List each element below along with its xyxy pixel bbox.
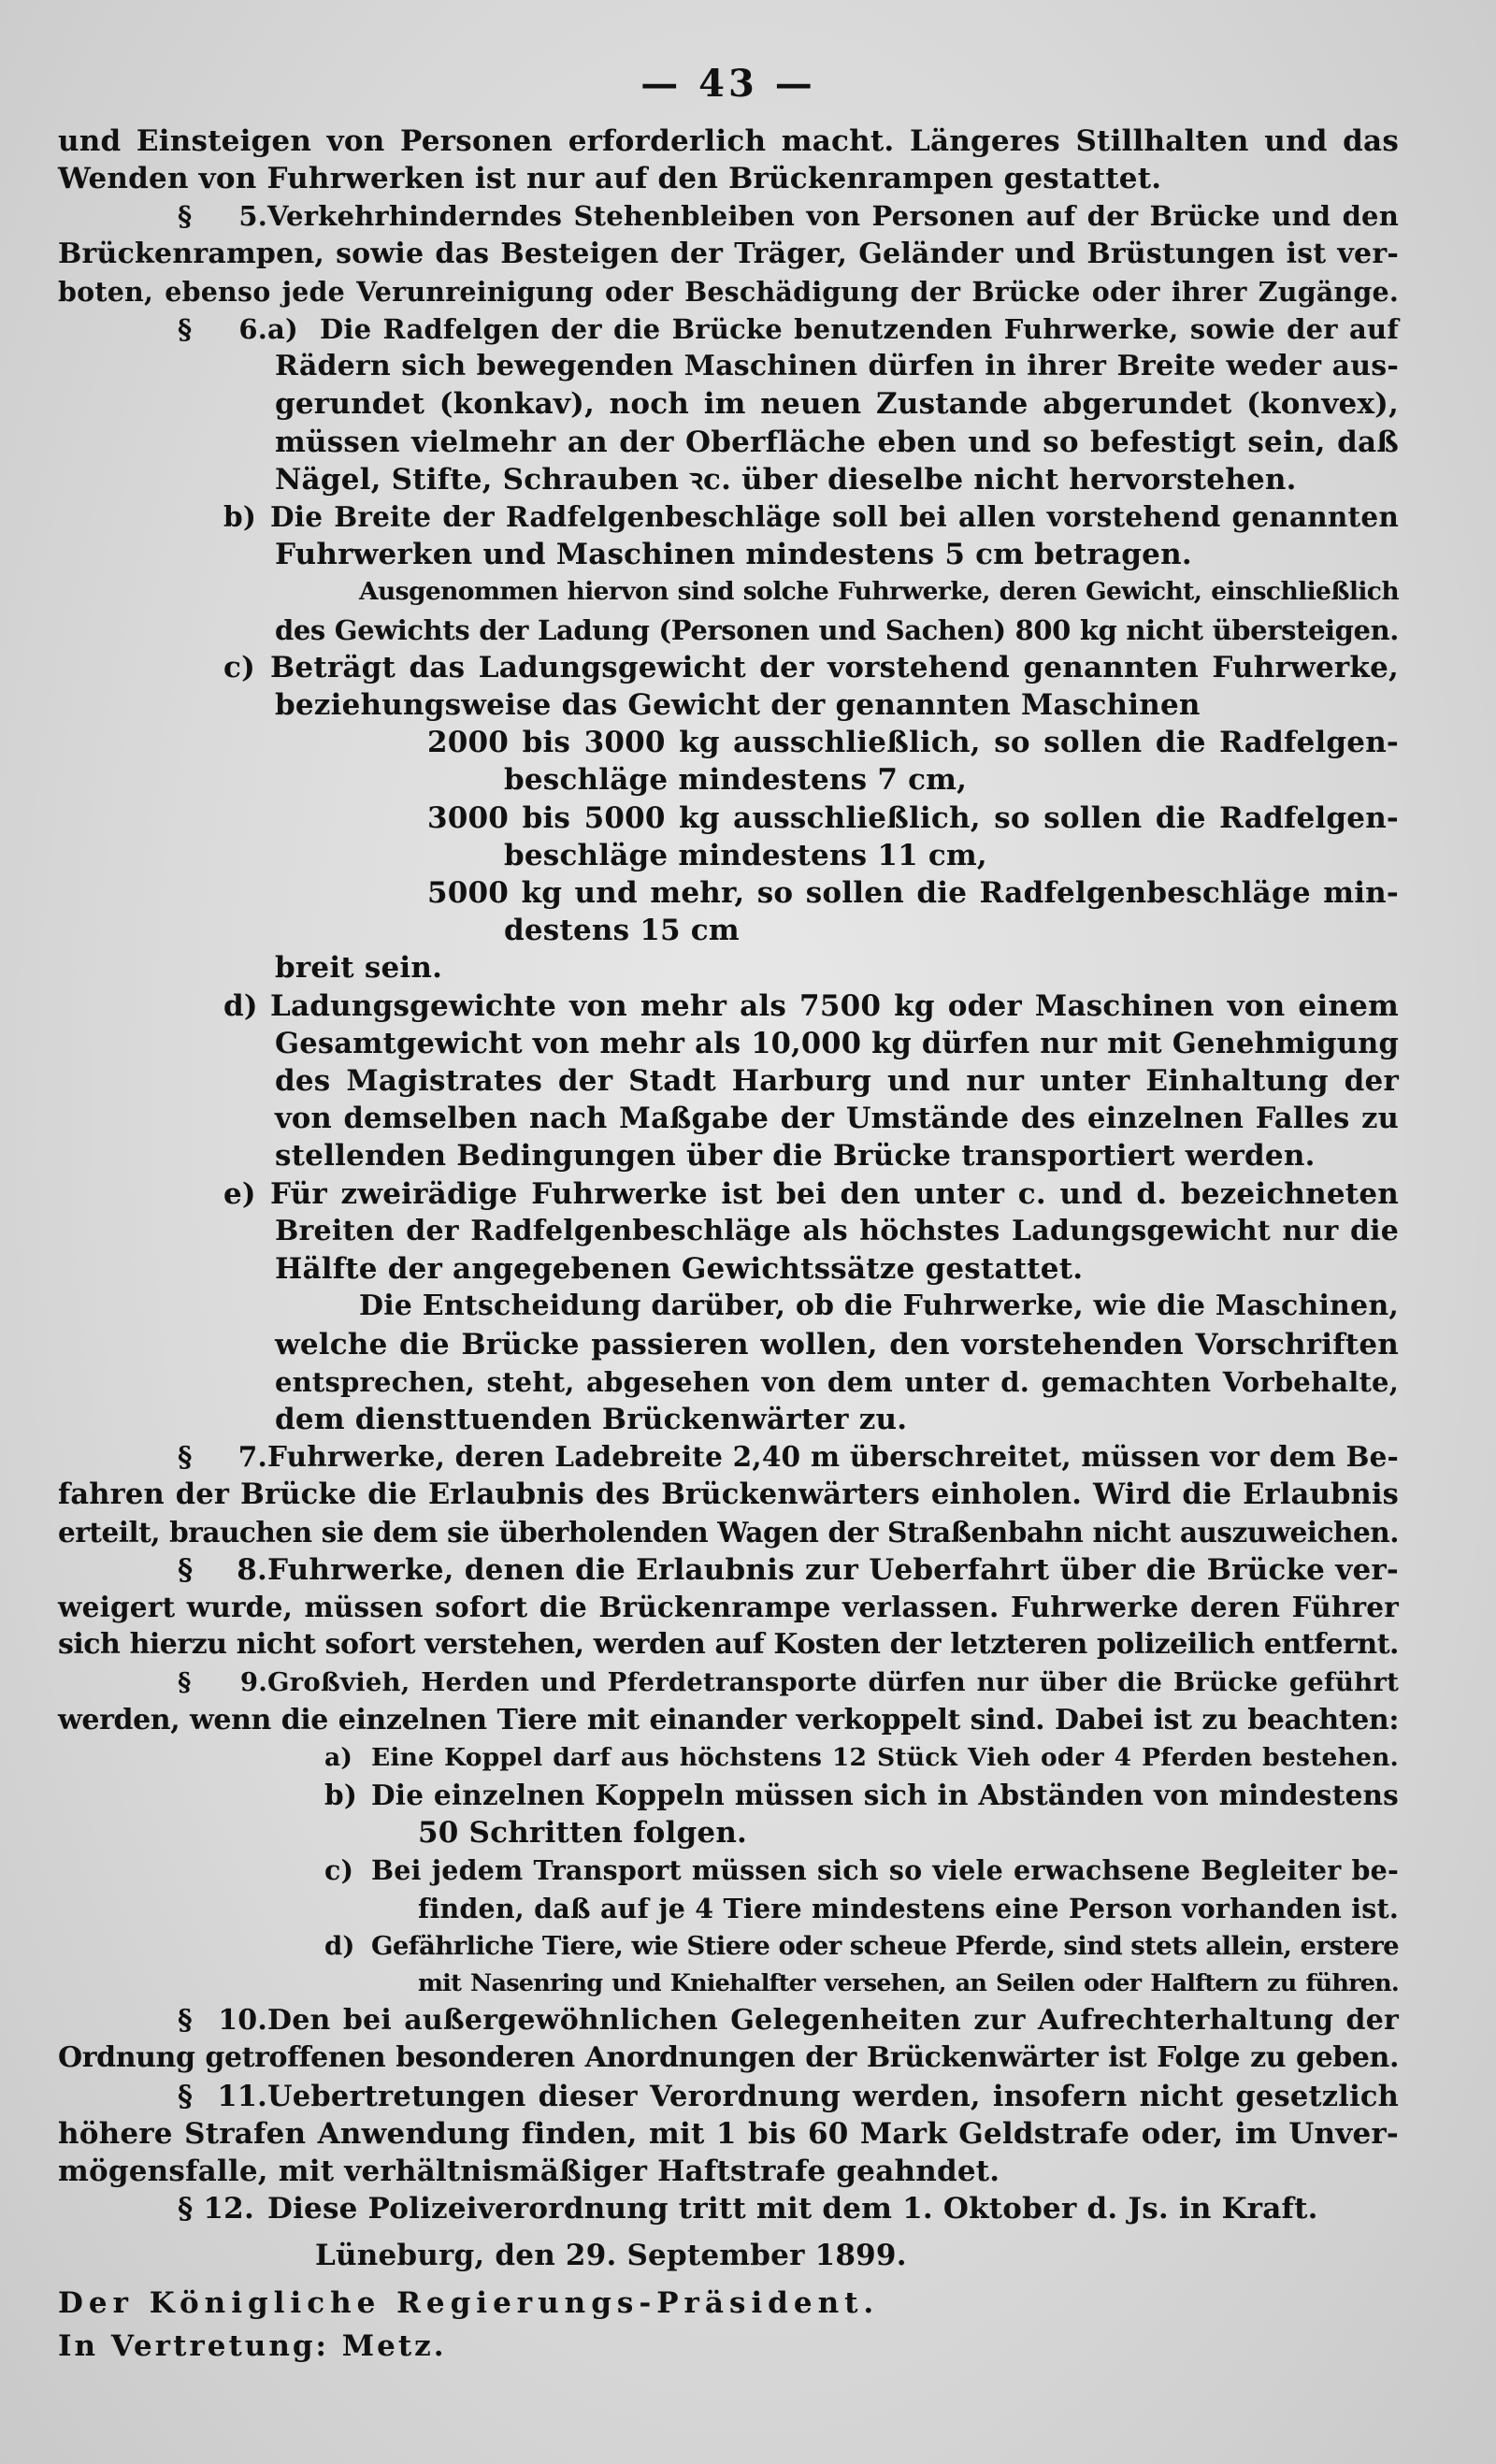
text-line: finden, daß auf je 4 Tiere mindestens eine Person vorhanden ist. [418,1892,1399,1924]
section-label: § 8. [178,1552,267,1587]
text-span: Bei jedem Transport müssen sich so viele erwachsene Begleiter be- [371,1854,1399,1887]
section-12-line [58,2190,1399,2227]
section-9d-line [58,1927,1399,1965]
page-number: — 43 — [640,62,816,106]
text-line: destens 15 cm [504,914,740,948]
text-line: höhere Strafen Anwendung finden, mit 1 bis 60 Mark Geldstrafe oder, im Unver- [58,2116,1399,2151]
text-line: welche die Brücke passieren wollen, den vorstehenden Vorschriften [275,1327,1399,1362]
text-line: Ausgenommen hiervon sind solche Fuhrwerke, deren Gewicht, einschließlich [359,577,1399,607]
signature-name: In Vertretung: Metz. [58,2328,447,2363]
text-span: Fuhrwerke, deren Ladebreite 2,40 m überschreitet, müssen vor dem Be- [267,1440,1399,1474]
text-line: Breiten der Radfelgenbeschläge als höchstes Ladungsgewicht nur die [275,1214,1399,1247]
signature-title: Der Königliche Regierungs-Präsident. [58,2285,880,2320]
text-line: des Gewichts der Ladung (Personen und Sachen) 800 kg nicht übersteigen. [275,613,1399,646]
section-6d-line [58,987,1399,1025]
item-mark: b) [223,500,256,534]
text-span: Eine Koppel darf aus höchstens 12 Stück Vieh oder 4 Pferden bestehen. [371,1742,1399,1772]
section-5-line [58,197,1399,235]
item-mark: e) [223,1176,256,1211]
text-line: 50 Schritten folgen. [418,1816,748,1851]
text-span: Gefährliche Tiere, wie Stiere oder scheue Pferde, sind stets allein, erstere [371,1930,1399,1961]
text-line: Nägel, Stifte, Schrauben ꝛc. über dieselbe nicht hervorstehen. [275,462,1297,497]
text-line: beziehungsweise das Gewicht der genannten Maschinen [275,688,1201,723]
item-mark: c) [223,650,255,684]
text-line: Wenden von Fuhrwerken ist nur auf den Brückenrampen gestattet. [58,162,1162,196]
text-span: Verkehrhinderndes Stehenbleiben von Personen auf der Brücke und den [267,200,1399,233]
place-date: Lüneburg, den 29. September 1899. [315,2239,907,2273]
text-line: von demselben nach Maßgabe der Umstände des einzelnen Falles zu [275,1102,1399,1136]
text-line: sich hierzu nicht sofort verstehen, werden auf Kosten der letzteren polizeilich entfernt. [58,1628,1399,1662]
text-line: Brückenrampen, sowie das Besteigen der Träger, Geländer und Brüstungen ist ver- [58,237,1399,270]
section-7-line [58,1438,1399,1476]
text-span: Die einzelnen Koppeln müssen sich in Abständen von mindestens [371,1778,1399,1811]
text-line: breit sein. [275,951,443,986]
section-label: § 9. [178,1667,267,1698]
text-span: Großvieh, Herden und Pferdetransporte dürfen nur über die Brücke geführt [267,1667,1399,1698]
item-mark: d) [223,988,258,1023]
text-line: 3000 bis 5000 kg ausschließlich, so sollen die Radfelgen- [427,800,1399,835]
text-line: gerundet (konkav), noch im neuen Zustande abgerundet (konvex), [275,387,1399,422]
text-line: Ordnung getroffenen besonderen Anordnungen der Brückenwärter ist Folge zu geben. [58,2041,1399,2075]
section-6a-line [58,310,1399,348]
item-mark: a) [267,313,298,346]
text-span: Uebertretungen dieser Verordnung werden, insofern nicht gesetzlich [267,2079,1399,2113]
section-9b-line [58,1777,1399,1814]
text-span: Den bei außergewöhnlichen Gelegenheiten zur Aufrechterhaltung der [267,2004,1399,2038]
text-line: entsprechen, steht, abgesehen von dem unter d. gemachten Vorbehalte, [275,1365,1399,1398]
text-line: erteilt, brauchen sie dem sie überholenden Wagen der Straßenbahn nicht auszuweichen. [58,1515,1399,1549]
section-label: § 11. [178,2079,267,2113]
text-line: fahren der Brücke die Erlaubnis des Brückenwärters einholen. Wird die Erlaubnis [58,1477,1399,1512]
section-6b-line [58,498,1399,536]
item-mark: d) [324,1930,355,1961]
text-line: Gesamtgewicht von mehr als 10,000 kg dürfen nur mit Genehmigung [275,1026,1399,1060]
text-span: Ladungsgewichte von mehr als 7500 kg oder Maschinen von einem [270,988,1399,1023]
section-label: § 7. [178,1440,267,1474]
text-line: stellenden Bedingungen über die Brücke transportiert werden. [275,1139,1316,1174]
text-line: beschläge mindestens 7 cm, [504,763,968,798]
text-span: Die Breite der Radfelgenbeschläge soll bei allen vorstehend genannten [270,500,1399,534]
text-line: dem diensttuenden Brückenwärter zu. [275,1402,908,1436]
section-6e-line [58,1175,1399,1213]
text-line: mit Nasenring und Kniehalfter versehen, an Seilen oder Halftern zu führen. [418,1968,1399,1997]
text-line: werden, wenn die einzelnen Tiere mit einander verkoppelt sind. Dabei ist zu beachten: [58,1703,1399,1736]
section-9a-line [58,1739,1399,1777]
section-label: § 12. [178,2192,254,2226]
text-span: Fuhrwerke, denen die Erlaubnis zur Ueberfahrt über die Brücke ver- [267,1552,1399,1587]
section-9c-line [58,1852,1399,1889]
text-line: 2000 bis 3000 kg ausschließlich, so sollen die Radfelgen- [427,726,1399,760]
section-label: § 5. [178,200,267,233]
section-10-line [58,2002,1399,2039]
text-line: mögensfalle, mit verhältnismäßiger Haftstrafe geahndet. [58,2154,1000,2188]
text-line: boten, ebenso jede Verunreinigung oder Beschädigung der Brücke oder ihrer Zugänge. [58,275,1399,308]
text-span: Beträgt das Ladungsgewicht der vorstehend genannten Fuhrwerke, [270,650,1399,684]
text-line: müssen vielmehr an der Oberfläche eben und so befestigt sein, daß [275,425,1399,459]
item-mark: c) [324,1854,354,1887]
section-8-line [58,1551,1399,1589]
text-line: beschläge mindestens 11 cm, [504,838,987,872]
text-line: und Einsteigen von Personen erforderlich macht. Längeres Stillhalten und das [58,124,1399,158]
item-mark: a) [324,1742,353,1772]
document-body [58,122,1399,2365]
text-line: weigert wurde, müssen sofort die Brückenrampe verlassen. Fuhrwerke deren Führer [58,1590,1399,1623]
text-line: Rädern sich bewegenden Maschinen dürfen in ihrer Breite weder aus- [275,350,1399,383]
section-label: § 6. [178,313,267,346]
text-line: Fuhrwerken und Maschinen mindestens 5 cm betragen. [275,538,1192,572]
text-line: 5000 kg und mehr, so sollen die Radfelgenbeschläge min- [427,876,1399,911]
section-9-line [58,1664,1399,1701]
text-line: Die Entscheidung darüber, ob die Fuhrwerke, wie die Maschinen, [359,1290,1399,1323]
section-6c-line [58,649,1399,686]
item-mark: b) [324,1778,357,1811]
text-line: Hälfte der angegebenen Gewichtssätze gestattet. [275,1252,1084,1287]
section-label: § 10. [178,2004,267,2038]
text-span: Für zweirädige Fuhrwerke ist bei den unter c. und d. bezeichneten [270,1176,1399,1211]
text-span: Diese Polizeiverordnung tritt mit dem 1. Oktober d. Js. in Kraft. [267,2192,1318,2226]
text-line: des Magistrates der Stadt Harburg und nur unter Einhaltung der [275,1064,1399,1099]
section-11-line [58,2078,1399,2115]
text-span: Die Radfelgen der die Brücke benutzenden Fuhrwerke, sowie der auf [320,313,1399,346]
